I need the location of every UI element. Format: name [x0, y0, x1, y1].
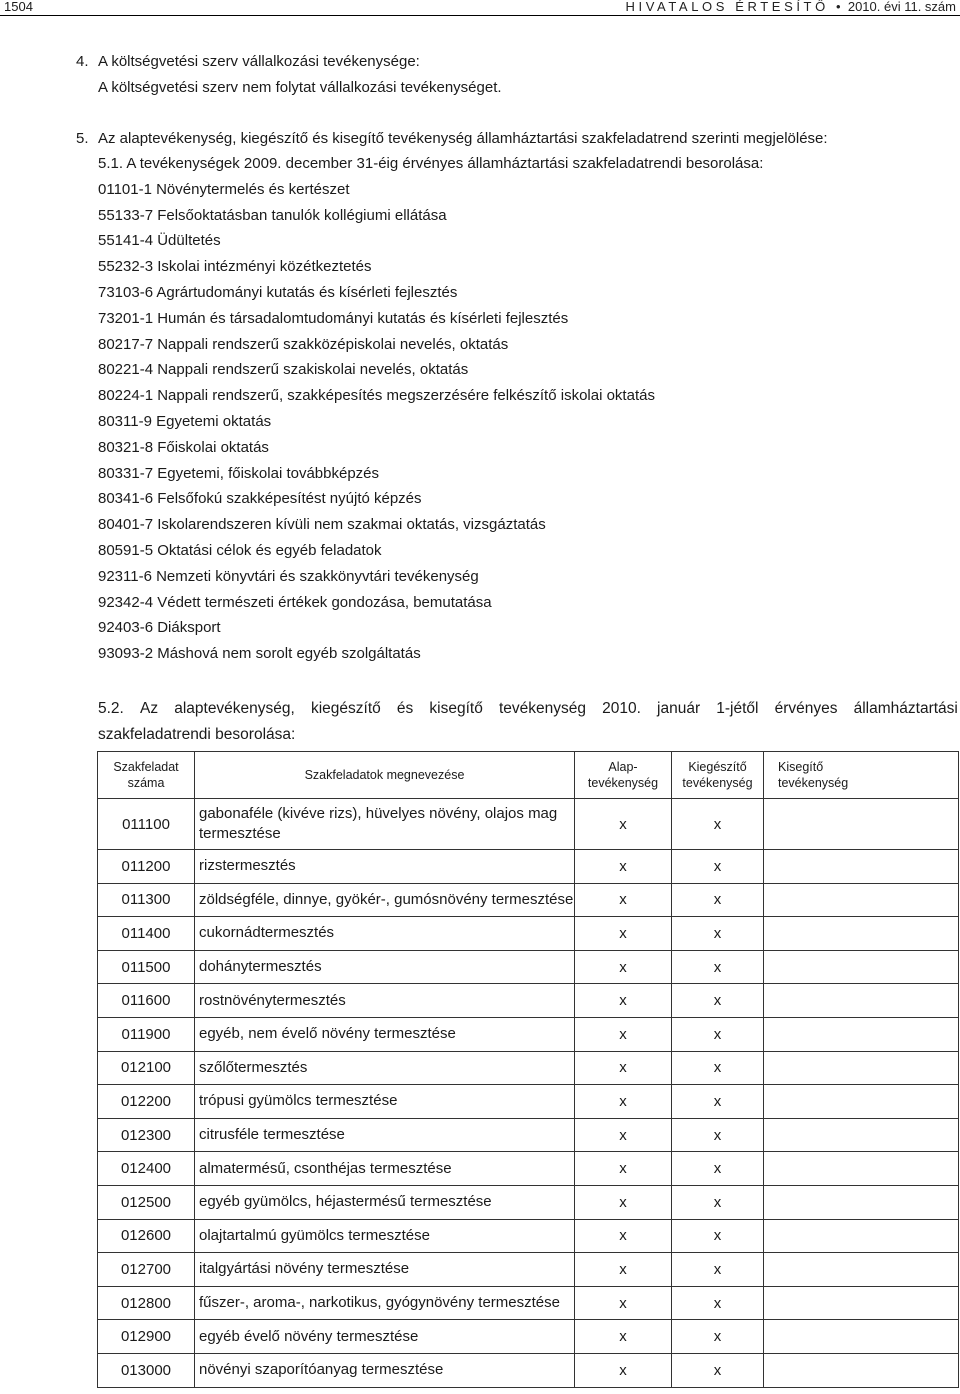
list-item: 55232-3 Iskolai intézményi közétkeztetés: [98, 258, 372, 276]
row-name: italgyártási növény termesztése: [195, 1253, 575, 1287]
row-kieg: x: [672, 1286, 764, 1320]
table-row: [98, 1017, 959, 1051]
title-word: 1-jétől: [716, 700, 759, 717]
table-row: [98, 1353, 959, 1387]
row-alap: x: [575, 1353, 672, 1387]
section-4-number: 4.: [76, 53, 89, 70]
row-code: 012400: [98, 1152, 195, 1186]
row-alap: x: [575, 917, 672, 951]
list-item: 55133-7 Felsőoktatásban tanulók kollégiumi ellátása: [98, 206, 447, 224]
row-name: egyéb gyümölcs, héjastermésű termesztése: [195, 1185, 575, 1219]
row-kiseg: [764, 950, 959, 984]
row-kiseg: [764, 1320, 959, 1354]
row-name: zöldségféle, dinnye, gyökér-, gumósnövény termesztése: [195, 883, 575, 917]
row-kiseg: [764, 1017, 959, 1051]
header-name: Szakfeladatok megnevezése: [195, 752, 575, 799]
row-kiseg: [764, 850, 959, 884]
row-alap: x: [575, 1051, 672, 1085]
journal-info: [626, 0, 956, 14]
row-name: rostnövénytermesztés: [195, 984, 575, 1018]
title-word: érvényes: [774, 700, 838, 717]
row-kieg: x: [672, 1152, 764, 1186]
row-kiseg: [764, 1152, 959, 1186]
list-item: 92311-6 Nemzeti könyvtári és szakkönyvtári tevékenység: [98, 567, 479, 585]
row-alap: x: [575, 1118, 672, 1152]
row-alap: x: [575, 1017, 672, 1051]
row-code: 012900: [98, 1320, 195, 1354]
row-alap: x: [575, 1286, 672, 1320]
header-kiseg: [764, 752, 959, 799]
header-kieg-line2: tevékenység: [682, 776, 753, 790]
table-row: [98, 883, 959, 917]
list-item: 73201-1 Humán és társadalomtudományi kutatás és kísérleti fejlesztés: [98, 309, 569, 327]
row-alap: x: [575, 799, 672, 850]
page-header: [0, 0, 960, 14]
title-word: kisegítő: [429, 700, 483, 717]
row-kiseg: [764, 1085, 959, 1119]
journal-issue: 2010. évi 11. szám: [847, 0, 956, 14]
row-code: 011300: [98, 883, 195, 917]
header-alap: [575, 752, 672, 799]
title-word: 5.2.: [98, 700, 124, 717]
table-row: [98, 799, 959, 850]
row-code: 011500: [98, 950, 195, 984]
title-word: tevékenység: [498, 700, 586, 717]
row-alap: x: [575, 850, 672, 884]
list-item: 80221-4 Nappali rendszerű szakiskolai nevelés, oktatás: [98, 361, 469, 379]
header-code-line1: Szakfeladat: [113, 760, 179, 774]
row-kieg: x: [672, 917, 764, 951]
row-name: fűszer-, aroma-, narkotikus, gyógynövény termesztése: [195, 1286, 575, 1320]
section-5-title: Az alaptevékenység, kiegészítő és kisegítő tevékenység államháztartási szakfeladatrend szerinti megjelölése:: [98, 130, 828, 147]
section-5-2: [98, 696, 958, 748]
table-row: [98, 984, 959, 1018]
row-kieg: x: [672, 1219, 764, 1253]
row-name: almatermésű, csonthéjas termesztése: [195, 1152, 575, 1186]
row-kieg: x: [672, 984, 764, 1018]
row-kieg: x: [672, 1320, 764, 1354]
table-row: [98, 1118, 959, 1152]
section-5-1: [98, 151, 763, 667]
row-code: 012300: [98, 1118, 195, 1152]
list-item: 80311-9 Egyetemi oktatás: [98, 412, 272, 430]
row-alap: x: [575, 1219, 672, 1253]
table-row: [98, 1185, 959, 1219]
section-5-2-title-line1: [98, 696, 958, 722]
header-kiseg-line1: Kisegítő: [778, 760, 824, 774]
row-code: 011900: [98, 1017, 195, 1051]
table-row: [98, 1253, 959, 1287]
row-kieg: x: [672, 850, 764, 884]
title-word: kiegészítő: [310, 700, 381, 717]
row-code: 011600: [98, 984, 195, 1018]
list-item: 80591-5 Oktatási célok és egyéb feladatok: [98, 541, 382, 559]
row-kiseg: [764, 1286, 959, 1320]
list-item: 80401-7 Iskolarendszeren kívüli nem szakmai oktatás, vizsgáztatás: [98, 516, 546, 534]
row-kieg: x: [672, 799, 764, 850]
row-kiseg: [764, 799, 959, 850]
list-item: 93093-2 Máshová nem sorolt egyéb szolgáltatás: [98, 645, 421, 663]
list-item: 92403-6 Diáksport: [98, 619, 221, 637]
row-kiseg: [764, 1353, 959, 1387]
list-item: 80321-8 Főiskolai oktatás: [98, 438, 269, 456]
title-word: és: [396, 700, 414, 717]
row-kieg: x: [672, 1085, 764, 1119]
row-name: egyéb évelő növény termesztése: [195, 1320, 575, 1354]
row-kieg: x: [672, 1185, 764, 1219]
list-item: 80331-7 Egyetemi, főiskolai továbbképzés: [98, 464, 380, 482]
row-kiseg: [764, 1118, 959, 1152]
row-kiseg: [764, 984, 959, 1018]
row-kiseg: [764, 1219, 959, 1253]
row-code: 012700: [98, 1253, 195, 1287]
row-name: trópusi gyümölcs termesztése: [195, 1085, 575, 1119]
list-item: 80217-7 Nappali rendszerű szakközépiskolai nevelés, oktatás: [98, 335, 509, 353]
row-kiseg: [764, 917, 959, 951]
section-5: [76, 126, 828, 152]
row-kiseg: [764, 883, 959, 917]
row-name: rizstermesztés: [195, 850, 575, 884]
row-kieg: x: [672, 1051, 764, 1085]
title-word: január: [657, 700, 701, 717]
row-name: szőlőtermesztés: [195, 1051, 575, 1085]
row-alap: x: [575, 1253, 672, 1287]
row-code: 012200: [98, 1085, 195, 1119]
table-row: [98, 850, 959, 884]
row-kieg: x: [672, 950, 764, 984]
row-kieg: x: [672, 883, 764, 917]
row-name: gabonaféle (kivéve rizs), hüvelyes növény, olajos mag termesztése: [195, 799, 575, 850]
row-name: citrusféle termesztése: [195, 1118, 575, 1152]
page-number: 1504: [4, 0, 33, 14]
journal-name: HIVATALOS ÉRTESÍTŐ: [625, 0, 829, 14]
row-alap: x: [575, 1185, 672, 1219]
title-word: 2010.: [602, 700, 641, 717]
header-rule: [0, 15, 960, 16]
row-kieg: x: [672, 1353, 764, 1387]
list-item: 80341-6 Felsőfokú szakképesítést nyújtó képzés: [98, 490, 422, 508]
row-name: egyéb, nem évelő növény termesztése: [195, 1017, 575, 1051]
row-name: növényi szaporítóanyag termesztése: [195, 1353, 575, 1387]
table-row: [98, 1320, 959, 1354]
list-item: 55141-4 Üdültetés: [98, 232, 221, 250]
header-code-line2: száma: [127, 776, 165, 790]
list-item: 80224-1 Nappali rendszerű, szakképesítés megszerzésére felkészítő iskolai oktatás: [98, 387, 655, 405]
row-kieg: x: [672, 1253, 764, 1287]
row-alap: x: [575, 1152, 672, 1186]
row-code: 013000: [98, 1353, 195, 1387]
header-alap-line1: Alap-: [608, 760, 638, 774]
title-word: államháztartási: [853, 700, 958, 717]
section-5-number: 5.: [76, 130, 89, 147]
row-code: 011400: [98, 917, 195, 951]
row-alap: x: [575, 984, 672, 1018]
header-code: [98, 752, 195, 799]
header-kiseg-line2: tevékenység: [778, 776, 849, 790]
row-code: 012500: [98, 1185, 195, 1219]
section-4-title: A költségvetési szerv vállalkozási tevékenysége:: [98, 53, 420, 70]
section-4-title-line: [76, 49, 502, 75]
row-name: cukornádtermesztés: [195, 917, 575, 951]
table-header-row: [98, 752, 959, 799]
row-kiseg: [764, 1253, 959, 1287]
list-item: 01101-1 Növénytermelés és kertészet: [98, 180, 350, 198]
row-name: dohánytermesztés: [195, 950, 575, 984]
row-kieg: x: [672, 1118, 764, 1152]
title-word: alaptevékenység,: [174, 700, 295, 717]
row-alap: x: [575, 1085, 672, 1119]
list-item: 92342-4 Védett természeti értékek gondozása, bemutatása: [98, 593, 492, 611]
table-row: [98, 1051, 959, 1085]
header-alap-line2: tevékenység: [587, 776, 659, 790]
section-4-text: A költségvetési szerv nem folytat vállalkozási tevékenységet.: [98, 78, 502, 96]
row-name: olajtartalmú gyümölcs termesztése: [195, 1219, 575, 1253]
row-alap: x: [575, 950, 672, 984]
journal-bullet: •: [832, 0, 845, 14]
title-word: Az: [139, 700, 159, 717]
section-4: [76, 49, 502, 101]
row-kieg: x: [672, 1017, 764, 1051]
header-kieg-line1: Kiegészítő: [688, 760, 747, 774]
row-alap: x: [575, 1320, 672, 1354]
table-row: [98, 950, 959, 984]
row-code: 012100: [98, 1051, 195, 1085]
table-row: [98, 917, 959, 951]
row-code: 011200: [98, 850, 195, 884]
row-alap: x: [575, 883, 672, 917]
szakfeladat-table: [97, 751, 959, 1388]
section-5-2-title-line2: szakfeladatrendi besorolása:: [98, 726, 296, 743]
row-kiseg: [764, 1185, 959, 1219]
list-item: 73103-6 Agrártudományi kutatás és kísérleti fejlesztés: [98, 283, 458, 301]
table-row: [98, 1219, 959, 1253]
section-5-1-title: 5.1. A tevékenységek 2009. december 31-éig érvényes államháztartási szakfeladatrendi besorolása:: [98, 155, 764, 172]
row-code: 011100: [98, 799, 195, 850]
row-code: 012800: [98, 1286, 195, 1320]
row-kiseg: [764, 1051, 959, 1085]
row-code: 012600: [98, 1219, 195, 1253]
table-row: [98, 1152, 959, 1186]
header-kieg: [672, 752, 764, 799]
table-row: [98, 1085, 959, 1119]
table-row: [98, 1286, 959, 1320]
